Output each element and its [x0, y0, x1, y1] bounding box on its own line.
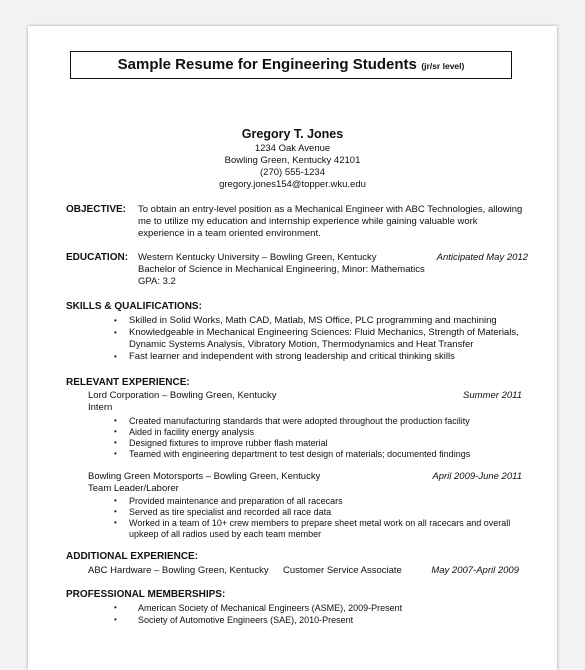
job2-company: Bowling Green Motorsports — [88, 471, 204, 482]
education-date: Anticipated May 2012 — [436, 252, 528, 263]
bullet: • — [114, 427, 117, 436]
education-gpa: GPA: 3.2 — [138, 276, 176, 287]
skills-heading: SKILLS & QUALIFICATIONS: — [66, 301, 202, 312]
job2-location: – Bowling Green, Kentucky — [205, 471, 321, 482]
membership-item: American Society of Mechanical Engineers (ASME), 2009-Present — [138, 603, 403, 613]
education-heading: EDUCATION: — [66, 252, 129, 263]
objective-line: me to utilize my education and internship experience while gaining valuable work — [138, 216, 478, 227]
bullet: • — [114, 496, 117, 505]
job1-header — [88, 390, 277, 402]
education-school: Western Kentucky University – Bowling Green, Kentucky — [138, 252, 377, 263]
job1-location: – Bowling Green, Kentucky — [161, 390, 277, 401]
job1-role: Intern — [88, 402, 113, 413]
skill-item: Knowledgeable in Mechanical Engineering Sciences: Fluid Mechanics, Strength of Materials, — [129, 327, 519, 338]
additional-company: ABC Hardware — [88, 565, 152, 576]
bullet: • — [114, 316, 117, 325]
additional-location: – Bowling Green, Kentucky — [154, 565, 269, 576]
additional-date: May 2007-April 2009 — [431, 565, 519, 576]
job1-date: Summer 2011 — [463, 390, 522, 401]
resume-title: Sample Resume for Engineering Students — [117, 56, 417, 73]
resume-level: (jr/sr level) — [421, 61, 465, 71]
job1-bullet: Teamed with engineering department to test design of materials; documented findings — [129, 449, 471, 459]
bullet: • — [114, 507, 117, 516]
bullet: • — [114, 328, 117, 337]
experience-heading: RELEVANT EXPERIENCE: — [66, 377, 190, 388]
objective-line: To obtain an entry-level position as a Mechanical Engineer with ABC Technologies, allowing — [138, 204, 523, 215]
skill-item: Skilled in Solid Works, Math CAD, Matlab, MS Office, PLC programming and machining — [129, 315, 497, 326]
skill-item-continued: Dynamic Systems Analysis, Vibratory Motion, Thermodynamics and Heat Transfer — [129, 339, 474, 350]
job1-bullet: Created manufacturing standards that were adopted throughout the production facility — [129, 416, 470, 426]
job2-bullet: Worked in a team of 10+ crew members to prepare sheet metal work on all racecars and overall — [129, 518, 511, 528]
job1-company: Lord Corporation — [88, 390, 160, 401]
objective-heading: OBJECTIVE: — [66, 204, 127, 215]
additional-header — [88, 565, 269, 577]
bullet: • — [114, 449, 117, 458]
job1-bullet: Designed fixtures to improve rubber flash material — [129, 438, 328, 448]
additional-role: Customer Service Associate — [283, 565, 402, 576]
skill-item: Fast learner and independent with strong leadership and critical thinking skills — [129, 351, 455, 362]
job2-bullet-continued: upkeep of all radios used by each team member — [129, 529, 322, 539]
job2-bullet: Served as tire specialist and recorded all race data — [129, 507, 332, 517]
objective-line: experience in a team oriented environment. — [138, 228, 321, 239]
job2-date: April 2009-June 2011 — [432, 471, 522, 482]
bullet: • — [114, 438, 117, 447]
job2-header — [88, 471, 320, 483]
bullet: • — [114, 615, 117, 624]
contact-phone: (270) 555-1234 — [260, 167, 325, 178]
education-degree: Bachelor of Science in Mechanical Engineering, Minor: Mathematics — [138, 264, 425, 275]
bullet: • — [114, 603, 117, 612]
resume-page — [28, 26, 557, 670]
contact-city: Bowling Green, Kentucky 42101 — [224, 155, 361, 166]
contact-street: 1234 Oak Avenue — [254, 143, 331, 154]
contact-email: gregory.jones154@topper.wku.edu — [219, 179, 366, 190]
title-box — [70, 51, 512, 79]
contact-name: Gregory T. Jones — [241, 127, 344, 141]
membership-item: Society of Automotive Engineers (SAE), 2010-Present — [138, 615, 354, 625]
memberships-heading: PROFESSIONAL MEMBERSHIPS: — [66, 589, 226, 600]
bullet: • — [114, 416, 117, 425]
job1-bullet: Aided in facility energy analysis — [129, 427, 255, 437]
bullet: • — [114, 352, 117, 361]
job2-role: Team Leader/Laborer — [88, 483, 179, 494]
bullet: • — [114, 518, 117, 527]
job2-bullet: Provided maintenance and preparation of all racecars — [129, 496, 343, 506]
additional-heading: ADDITIONAL EXPERIENCE: — [66, 551, 199, 562]
